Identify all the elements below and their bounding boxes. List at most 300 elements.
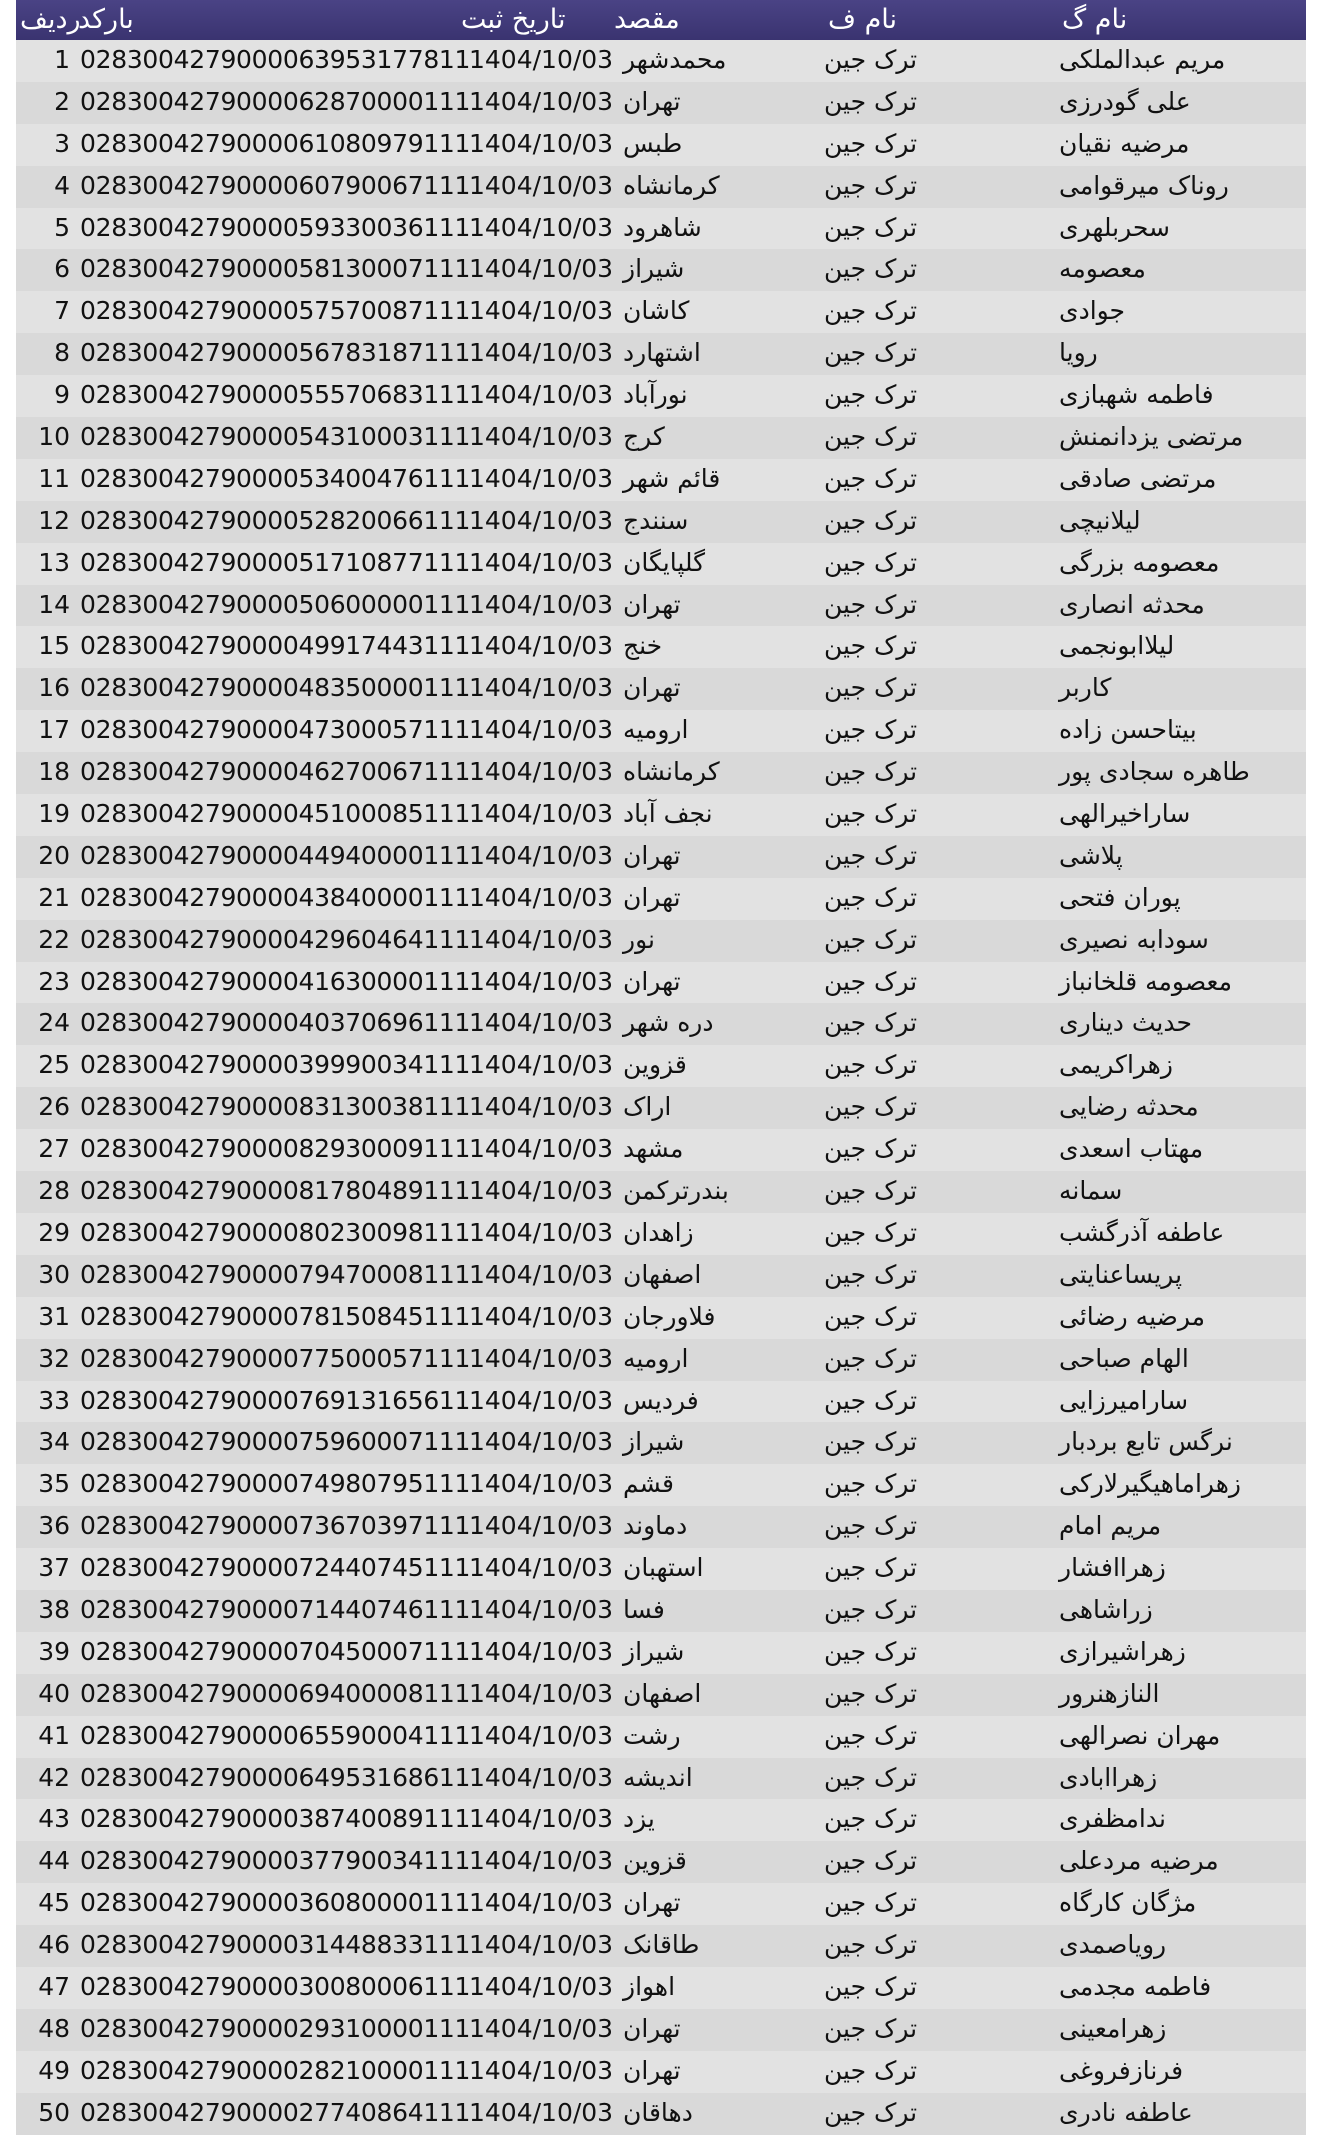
destination-cell: اهواز (623, 1971, 676, 2001)
destination-cell: تهران (623, 86, 681, 116)
barcode-cell: 0283004279000083130038111 (80, 1092, 471, 1122)
first-name-cell: پریساعنایتی (1059, 1259, 1183, 1289)
row-number: 32 (38, 1343, 70, 1373)
first-name-cell: مهتاب اسعدی (1059, 1134, 1204, 1164)
barcode-cell: 0283004279000079470008111 (80, 1259, 471, 1289)
row-number: 46 (38, 1930, 70, 1960)
destination-cell: نجف آباد (623, 799, 713, 829)
first-name-cell: پوران فتحی (1059, 882, 1181, 912)
table-row (16, 1548, 1306, 1590)
table-row (16, 40, 1306, 82)
first-name-cell: زهراابادی (1059, 1762, 1158, 1792)
family-name-cell: ترک جین (824, 1050, 918, 1080)
barcode-cell: 0283004279000036080000111 (80, 1888, 471, 1918)
header-family-name: نام ف (828, 4, 898, 35)
barcode-cell: 0283004279000027740864111 (80, 2097, 471, 2127)
family-name-cell: ترک جین (824, 1930, 918, 1960)
table-row (16, 459, 1306, 501)
table-row (16, 962, 1306, 1004)
barcode-cell: 0283004279000039990034111 (80, 1050, 471, 1080)
first-name-cell: زهراکریمی (1059, 1050, 1173, 1080)
register-date-cell: 1404/10/03 (469, 1846, 614, 1876)
destination-cell: دهاقان (623, 2097, 693, 2127)
barcode-cell: 0283004279000058130007111 (80, 254, 471, 284)
table-row (16, 1003, 1306, 1045)
row-number: 7 (54, 296, 70, 326)
family-name-cell: ترک جین (824, 966, 918, 996)
row-number: 9 (54, 380, 70, 410)
register-date-cell: 1404/10/03 (469, 882, 614, 912)
first-name-cell: مریم عبدالملکی (1059, 45, 1226, 74)
family-name-cell: ترک جین (824, 296, 918, 326)
family-name-cell: ترک جین (824, 1259, 918, 1289)
family-name-cell: ترک جین (824, 1176, 918, 1206)
row-number: 2 (54, 86, 70, 116)
register-date-cell: 1404/10/03 (469, 128, 614, 158)
destination-cell: تهران (623, 2013, 681, 2043)
first-name-cell: مرضیه مردعلی (1059, 1846, 1219, 1876)
row-number: 38 (38, 1594, 70, 1624)
family-name-cell: ترک جین (824, 1511, 918, 1541)
first-name-cell: رویا (1059, 338, 1098, 368)
first-name-cell: پلاشی (1059, 840, 1123, 870)
register-date-cell: 1404/10/03 (469, 2013, 614, 2043)
destination-cell: اشتهارد (623, 338, 701, 368)
register-date-cell: 1404/10/03 (469, 924, 614, 954)
family-name-cell: ترک جین (824, 1888, 918, 1918)
table-row (16, 2009, 1306, 2051)
first-name-cell: زهرامعینی (1059, 2013, 1167, 2043)
row-number: 15 (38, 631, 70, 661)
table-row (16, 1297, 1306, 1339)
barcode-cell: 0283004279000040370696111 (80, 1008, 471, 1038)
table-row (16, 375, 1306, 417)
row-number: 34 (38, 1427, 70, 1457)
register-date-cell: 1404/10/03 (469, 1636, 614, 1666)
table-body (16, 40, 1306, 2135)
table-row (16, 1506, 1306, 1548)
table-row (16, 249, 1306, 291)
row-number: 48 (38, 2013, 70, 2043)
register-date-cell: 1404/10/03 (469, 1762, 614, 1792)
barcode-cell: 0283004279000044940000111 (80, 840, 471, 870)
destination-cell: شیراز (623, 254, 685, 284)
barcode-cell: 0283004279000071440746111 (80, 1594, 471, 1624)
table-row (16, 417, 1306, 459)
table-row (16, 543, 1306, 585)
barcode-cell: 0283004279000054310003111 (80, 422, 471, 452)
register-date-cell: 1404/10/03 (469, 296, 614, 326)
register-date-cell: 1404/10/03 (469, 1050, 614, 1080)
first-name-cell: سودابه نصیری (1059, 924, 1209, 954)
destination-cell: تهران (623, 882, 681, 912)
header-row-number: ردیف (20, 4, 81, 35)
row-number: 14 (38, 589, 70, 619)
barcode-cell: 0283004279000061080979111 (80, 128, 471, 158)
family-name-cell: ترک جین (824, 1553, 918, 1583)
row-number: 27 (38, 1134, 70, 1164)
destination-cell: استهبان (623, 1553, 704, 1583)
table-row (16, 920, 1306, 962)
family-name-cell: ترک جین (824, 1008, 918, 1038)
first-name-cell: معصومه قلخانباز (1059, 966, 1232, 996)
barcode-cell: 0283004279000082930009111 (80, 1134, 471, 1164)
barcode-cell: 0283004279000037790034111 (80, 1846, 471, 1876)
family-name-cell: ترک جین (824, 45, 918, 74)
row-number: 44 (38, 1846, 70, 1876)
register-date-cell: 1404/10/03 (469, 966, 614, 996)
register-date-cell: 1404/10/03 (469, 1301, 614, 1331)
destination-cell: محمدشهر (623, 45, 727, 74)
register-date-cell: 1404/10/03 (469, 673, 614, 703)
register-date-cell: 1404/10/03 (469, 1259, 614, 1289)
row-number: 25 (38, 1050, 70, 1080)
register-date-cell: 1404/10/03 (469, 1888, 614, 1918)
register-date-cell: 1404/10/03 (469, 45, 614, 74)
table-row (16, 1925, 1306, 1967)
destination-cell: سنندج (623, 505, 689, 535)
barcode-cell: 0283004279000063953177811 (80, 45, 471, 74)
barcode-cell: 0283004279000043840000111 (80, 882, 471, 912)
family-name-cell: ترک جین (824, 86, 918, 116)
register-date-cell: 1404/10/03 (469, 1134, 614, 1164)
family-name-cell: ترک جین (824, 1804, 918, 1834)
destination-cell: بندرترکمن (623, 1176, 729, 1206)
family-name-cell: ترک جین (824, 1217, 918, 1247)
barcode-cell: 0283004279000056783187111 (80, 338, 471, 368)
first-name-cell: مرضیه رضائی (1059, 1301, 1206, 1331)
first-name-cell: مرضیه نقیان (1059, 128, 1190, 158)
destination-cell: تهران (623, 1888, 681, 1918)
table-row (16, 1129, 1306, 1171)
family-name-cell: ترک جین (824, 757, 918, 787)
register-date-cell: 1404/10/03 (469, 631, 614, 661)
barcode-cell: 0283004279000038740089111 (80, 1804, 471, 1834)
register-date-cell: 1404/10/03 (469, 1720, 614, 1750)
row-number: 8 (54, 338, 70, 368)
family-name-cell: ترک جین (824, 338, 918, 368)
family-name-cell: ترک جین (824, 1343, 918, 1373)
first-name-cell: فاطمه شهبازی (1059, 380, 1214, 410)
barcode-cell: 0283004279000081780489111 (80, 1176, 471, 1206)
first-name-cell: زهراافشار (1059, 1553, 1166, 1583)
first-name-cell: ندامظفری (1059, 1804, 1166, 1834)
register-date-cell: 1404/10/03 (469, 547, 614, 577)
register-date-cell: 1404/10/03 (469, 170, 614, 200)
destination-cell: رشت (623, 1720, 681, 1750)
register-date-cell: 1404/10/03 (469, 1092, 614, 1122)
table-header (16, 0, 1306, 40)
barcode-cell: 0283004279000031448833111 (80, 1930, 471, 1960)
destination-cell: زاهدان (623, 1217, 694, 1247)
family-name-cell: ترک جین (824, 463, 918, 493)
barcode-cell: 0283004279000075960007111 (80, 1427, 471, 1457)
table-row (16, 836, 1306, 878)
first-name-cell: فرنازفروغی (1059, 2055, 1184, 2085)
register-date-cell: 1404/10/03 (469, 1930, 614, 1960)
barcode-cell: 0283004279000028210000111 (80, 2055, 471, 2085)
register-date-cell: 1404/10/03 (469, 2055, 614, 2085)
barcode-cell: 0283004279000060790067111 (80, 170, 471, 200)
family-name-cell: ترک جین (824, 1134, 918, 1164)
destination-cell: کاشان (623, 296, 690, 326)
first-name-cell: النازهنرور (1059, 1678, 1160, 1708)
register-date-cell: 1404/10/03 (469, 1678, 614, 1708)
destination-cell: نورآباد (623, 380, 688, 410)
row-number: 17 (38, 715, 70, 745)
table-row (16, 1045, 1306, 1087)
table-row (16, 1255, 1306, 1297)
table-row (16, 2093, 1306, 2135)
row-number: 22 (38, 924, 70, 954)
destination-cell: قشم (623, 1469, 674, 1499)
row-number: 50 (38, 2097, 70, 2127)
row-number: 31 (38, 1301, 70, 1331)
destination-cell: کرمانشاه (623, 757, 720, 787)
register-date-cell: 1404/10/03 (469, 1594, 614, 1624)
row-number: 3 (54, 128, 70, 158)
row-number: 18 (38, 757, 70, 787)
row-number: 29 (38, 1217, 70, 1247)
barcode-cell: 0283004279000069400008111 (80, 1678, 471, 1708)
family-name-cell: ترک جین (824, 1469, 918, 1499)
family-name-cell: ترک جین (824, 882, 918, 912)
header-barcode: بارکد (78, 4, 134, 35)
family-name-cell: ترک جین (824, 1846, 918, 1876)
table-row (16, 1799, 1306, 1841)
barcode-cell: 0283004279000065590004111 (80, 1720, 471, 1750)
table-row (16, 1171, 1306, 1213)
destination-cell: اصفهان (623, 1678, 702, 1708)
first-name-cell: زهراماهیگیرلارکی (1059, 1469, 1241, 1499)
shipment-table (16, 0, 1306, 2135)
barcode-cell: 0283004279000076913165611 (80, 1385, 471, 1415)
destination-cell: خنج (623, 631, 663, 661)
header-destination: مقصد (614, 4, 680, 35)
destination-cell: نور (623, 924, 655, 954)
row-number: 49 (38, 2055, 70, 2085)
family-name-cell: ترک جین (824, 715, 918, 745)
family-name-cell: ترک جین (824, 673, 918, 703)
row-number: 41 (38, 1720, 70, 1750)
barcode-cell: 0283004279000064953168611 (80, 1762, 471, 1792)
first-name-cell: معصومه بزرگی (1059, 547, 1220, 577)
table-row (16, 626, 1306, 668)
table-row (16, 1716, 1306, 1758)
barcode-cell: 0283004279000053400476111 (80, 463, 471, 493)
first-name-cell: معصومه (1059, 254, 1146, 284)
table-row (16, 794, 1306, 836)
barcode-cell: 0283004279000029310000111 (80, 2013, 471, 2043)
table-row (16, 1674, 1306, 1716)
destination-cell: یزد (623, 1804, 655, 1834)
family-name-cell: ترک جین (824, 422, 918, 452)
barcode-cell: 0283004279000074980795111 (80, 1469, 471, 1499)
row-number: 23 (38, 966, 70, 996)
barcode-cell: 0283004279000042960464111 (80, 924, 471, 954)
destination-cell: تهران (623, 589, 681, 619)
register-date-cell: 1404/10/03 (469, 338, 614, 368)
table-row (16, 878, 1306, 920)
row-number: 39 (38, 1636, 70, 1666)
first-name-cell: مریم امام (1059, 1511, 1162, 1541)
register-date-cell: 1404/10/03 (469, 1971, 614, 2001)
family-name-cell: ترک جین (824, 2013, 918, 2043)
family-name-cell: ترک جین (824, 1971, 918, 2001)
first-name-cell: عاطفه آذرگشب (1059, 1217, 1225, 1247)
register-date-cell: 1404/10/03 (469, 422, 614, 452)
family-name-cell: ترک جین (824, 1762, 918, 1792)
family-name-cell: ترک جین (824, 128, 918, 158)
barcode-cell: 0283004279000046270067111 (80, 757, 471, 787)
table-row (16, 166, 1306, 208)
barcode-cell: 0283004279000049917443111 (80, 631, 471, 661)
family-name-cell: ترک جین (824, 170, 918, 200)
table-row (16, 501, 1306, 543)
table-row (16, 124, 1306, 166)
row-number: 37 (38, 1553, 70, 1583)
table-row (16, 333, 1306, 375)
barcode-cell: 0283004279000073670397111 (80, 1511, 471, 1541)
barcode-cell: 0283004279000078150845111 (80, 1301, 471, 1331)
table-row (16, 752, 1306, 794)
destination-cell: اراک (623, 1092, 672, 1122)
family-name-cell: ترک جین (824, 2097, 918, 2127)
barcode-cell: 0283004279000051710877111 (80, 547, 471, 577)
destination-cell: قزوین (623, 1846, 687, 1876)
register-date-cell: 1404/10/03 (469, 1553, 614, 1583)
family-name-cell: ترک جین (824, 505, 918, 535)
table-row (16, 1883, 1306, 1925)
barcode-cell: 0283004279000072440745111 (80, 1553, 471, 1583)
first-name-cell: زهراشیرازی (1059, 1636, 1186, 1666)
first-name-cell: لیلاابونجمی (1059, 631, 1175, 661)
barcode-cell: 0283004279000059330036111 (80, 212, 471, 242)
register-date-cell: 1404/10/03 (469, 505, 614, 535)
barcode-cell: 0283004279000030080006111 (80, 1971, 471, 2001)
table-row (16, 2051, 1306, 2093)
family-name-cell: ترک جین (824, 1594, 918, 1624)
family-name-cell: ترک جین (824, 589, 918, 619)
barcode-cell: 0283004279000045100085111 (80, 799, 471, 829)
destination-cell: دره شهر (623, 1008, 714, 1038)
first-name-cell: مژگان کارگاه (1059, 1888, 1197, 1918)
table-row (16, 1632, 1306, 1674)
first-name-cell: سحربلهری (1059, 212, 1170, 242)
first-name-cell: ساراخیرالهی (1059, 799, 1191, 829)
header-first-name: نام گ (1062, 4, 1128, 35)
family-name-cell: ترک جین (824, 1636, 918, 1666)
family-name-cell: ترک جین (824, 1092, 918, 1122)
first-name-cell: مرتضی صادقی (1059, 463, 1217, 493)
table-row (16, 1422, 1306, 1464)
destination-cell: اصفهان (623, 1259, 702, 1289)
first-name-cell: الهام صباحی (1059, 1343, 1189, 1373)
table-row (16, 1087, 1306, 1129)
destination-cell: کرمانشاه (623, 170, 720, 200)
register-date-cell: 1404/10/03 (469, 1176, 614, 1206)
row-number: 11 (38, 463, 70, 493)
barcode-cell: 0283004279000055570683111 (80, 380, 471, 410)
family-name-cell: ترک جین (824, 1678, 918, 1708)
destination-cell: شیراز (623, 1636, 685, 1666)
register-date-cell: 1404/10/03 (469, 1008, 614, 1038)
first-name-cell: عاطفه نادری (1059, 2097, 1193, 2127)
first-name-cell: محدثه انصاری (1059, 589, 1205, 619)
family-name-cell: ترک جین (824, 380, 918, 410)
row-number: 1 (54, 45, 70, 74)
family-name-cell: ترک جین (824, 631, 918, 661)
destination-cell: طاقانک (623, 1930, 700, 1960)
table-row (16, 291, 1306, 333)
row-number: 19 (38, 799, 70, 829)
barcode-cell: 0283004279000057570087111 (80, 296, 471, 326)
first-name-cell: حدیث دیناری (1059, 1008, 1192, 1038)
destination-cell: گلپایگان (623, 547, 706, 577)
register-date-cell: 1404/10/03 (469, 799, 614, 829)
barcode-cell: 0283004279000048350000111 (80, 673, 471, 703)
row-number: 33 (38, 1385, 70, 1415)
table-row (16, 1590, 1306, 1632)
first-name-cell: زراشاهی (1059, 1594, 1153, 1624)
destination-cell: فلاورجان (623, 1301, 716, 1331)
row-number: 36 (38, 1511, 70, 1541)
destination-cell: قائم شهر (623, 463, 721, 493)
family-name-cell: ترک جین (824, 1427, 918, 1457)
table-row (16, 1381, 1306, 1423)
first-name-cell: سمانه (1059, 1176, 1123, 1206)
register-date-cell: 1404/10/03 (469, 1427, 614, 1457)
destination-cell: تهران (623, 840, 681, 870)
row-number: 24 (38, 1008, 70, 1038)
destination-cell: شاهرود (623, 212, 702, 242)
table-row (16, 1339, 1306, 1381)
register-date-cell: 1404/10/03 (469, 86, 614, 116)
family-name-cell: ترک جین (824, 1301, 918, 1331)
family-name-cell: ترک جین (824, 799, 918, 829)
table-row (16, 1758, 1306, 1800)
first-name-cell: محدثه رضایی (1059, 1092, 1199, 1122)
register-date-cell: 1404/10/03 (469, 1804, 614, 1834)
destination-cell: فسا (623, 1594, 665, 1624)
first-name-cell: لیلانیچی (1059, 505, 1141, 535)
register-date-cell: 1404/10/03 (469, 1217, 614, 1247)
first-name-cell: فاطمه مجدمی (1059, 1971, 1212, 2001)
destination-cell: مشهد (623, 1134, 684, 1164)
first-name-cell: روناک میرقوامی (1059, 170, 1229, 200)
family-name-cell: ترک جین (824, 2055, 918, 2085)
family-name-cell: ترک جین (824, 840, 918, 870)
row-number: 28 (38, 1176, 70, 1206)
destination-cell: تهران (623, 966, 681, 996)
row-number: 13 (38, 547, 70, 577)
header-register-date: تاریخ ثبت (461, 4, 566, 35)
row-number: 20 (38, 840, 70, 870)
first-name-cell: کاربر (1059, 673, 1112, 703)
table-row (16, 82, 1306, 124)
barcode-cell: 0283004279000047300057111 (80, 715, 471, 745)
barcode-cell: 0283004279000052820066111 (80, 505, 471, 535)
table-row (16, 1464, 1306, 1506)
row-number: 10 (38, 422, 70, 452)
destination-cell: تهران (623, 2055, 681, 2085)
first-name-cell: جوادی (1059, 296, 1126, 326)
row-number: 21 (38, 882, 70, 912)
first-name-cell: رویاصمدی (1059, 1930, 1167, 1960)
destination-cell: فردیس (623, 1385, 699, 1415)
row-number: 16 (38, 673, 70, 703)
register-date-cell: 1404/10/03 (469, 1511, 614, 1541)
